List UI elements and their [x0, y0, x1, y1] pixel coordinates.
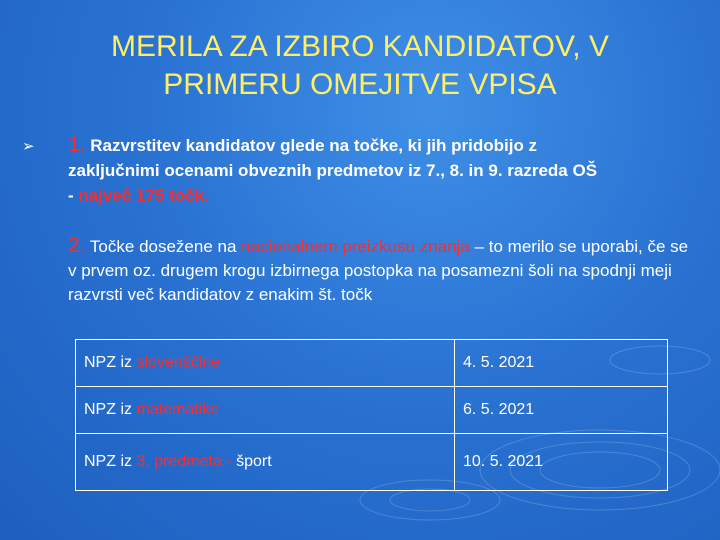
criterion-1-text-a: Razvrstitev kandidatov glede na točke, ki jih pridobijo z: [85, 136, 538, 155]
criterion-2-text-a: Točke dosežene na: [85, 237, 242, 256]
criterion-1-dash: -: [68, 186, 79, 205]
slide-title: [0, 28, 720, 104]
table-cell-subject: [76, 340, 455, 387]
table-row: [76, 340, 668, 387]
subject-prefix: NPZ iz: [84, 453, 137, 470]
table-cell-date: 10. 5. 2021: [455, 434, 668, 491]
criterion-2-highlight: nacionalnem preizkusu znanja: [241, 237, 470, 256]
table-cell-subject: [76, 387, 455, 434]
table-row: [76, 387, 668, 434]
subject-suffix: šport: [236, 453, 272, 470]
table-row: [76, 434, 668, 491]
table-cell-subject: [76, 434, 455, 491]
criterion-2-text-b: – to merilo se uporabi, če se v prvem oz. drugem krogu izbirnega postopka na posamezni šoli na spodnji meji razvrsti več kandidatov z enakim št. točk: [68, 237, 689, 304]
subject-prefix: NPZ iz: [84, 354, 137, 371]
criterion-2: [68, 234, 698, 307]
criterion-1-text-b: zaključnimi ocenami obveznih predmetov iz 7., 8. in 9. razreda OŠ: [68, 161, 598, 180]
criterion-1-number: 1.: [68, 133, 86, 156]
subject-name: slovenščine: [136, 354, 221, 371]
title-line-1: MERILA ZA IZBIRO KANDIDATOV, V: [111, 30, 609, 63]
subject-prefix: NPZ iz: [84, 401, 137, 418]
title-line-2: PRIMERU OMEJITVE VPISA: [163, 68, 557, 101]
table-cell-date: 6. 5. 2021: [455, 387, 668, 434]
arrow-bullet-icon: ➢: [22, 138, 35, 155]
subject-name: 3. predmeta -: [136, 453, 237, 470]
subject-name: matematike: [136, 401, 220, 418]
criterion-1-highlight: največ 175 točk.: [78, 186, 209, 205]
table-cell-date: 4. 5. 2021: [455, 340, 668, 387]
criterion-2-number: 2.: [68, 234, 86, 257]
criterion-1: [68, 132, 700, 208]
npz-schedule-table: [75, 339, 668, 491]
